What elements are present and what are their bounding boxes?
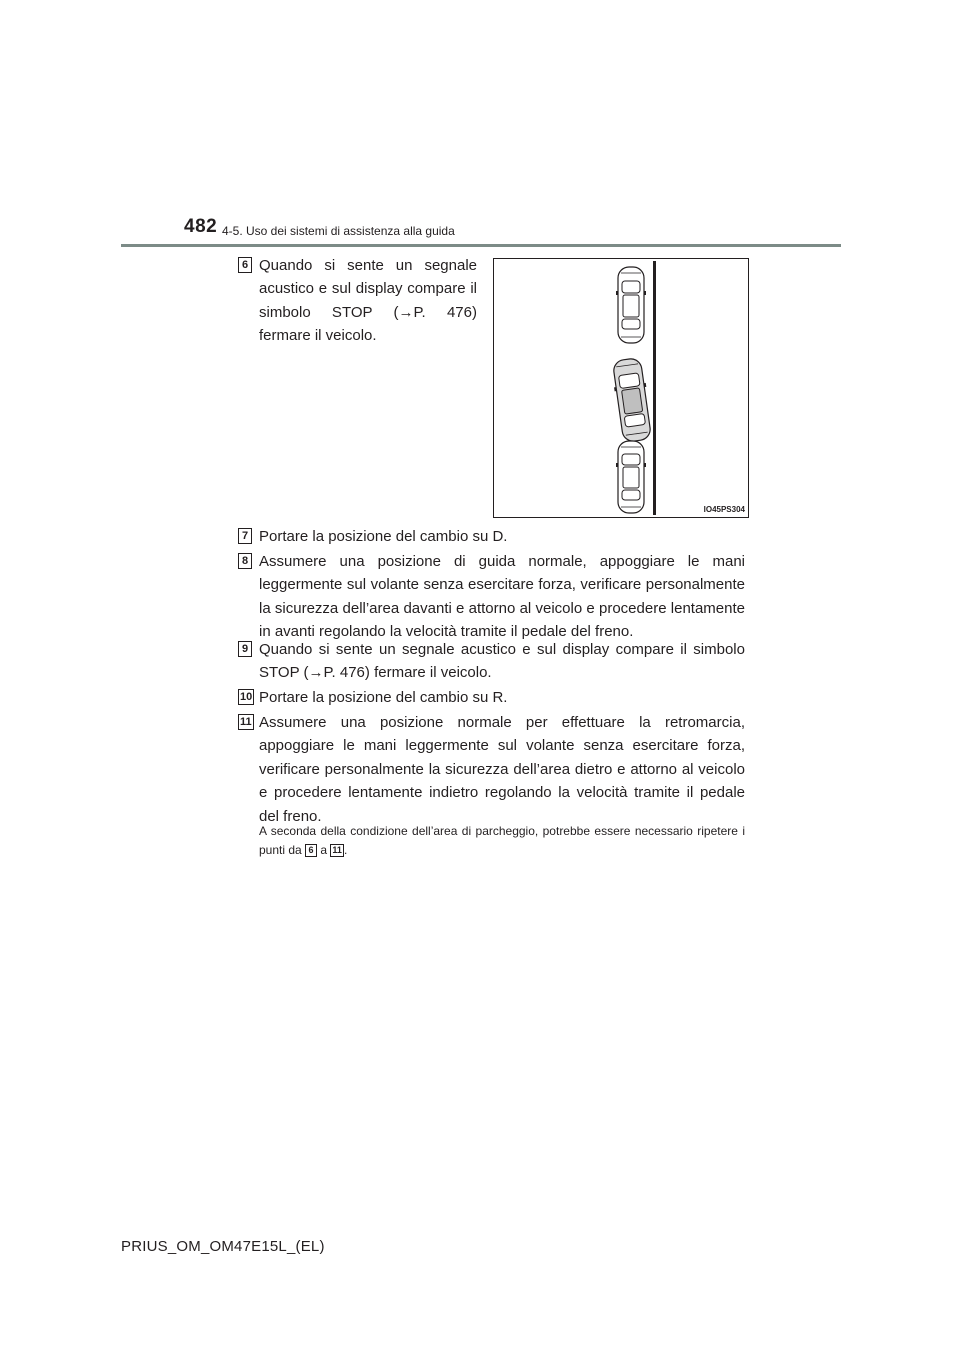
step-badge-8: 8 [238, 553, 252, 569]
note-text-after: . [343, 843, 348, 857]
step-9-text-post: P. 476) fermare il veicolo. [323, 664, 492, 682]
page-number: 482 [184, 216, 218, 237]
footer-doc-id: PRIUS_OM_OM47E15L_(EL) [121, 1238, 325, 1255]
step-badge-10: 10 [240, 691, 253, 703]
step-text-8: Assumere una posizione di guida normale, appoggiare le mani leggermente sul volante senza esercitare forza, verificare personalmente la sicurezza dell’area davanti e attorno al veicolo e procedere lentamente in avanti regolando la velocità tramite il pedale del freno. [259, 553, 745, 641]
step-text-9 [259, 638, 745, 685]
figure-code: IO45PS304 [703, 505, 745, 514]
step-badge-6: 6 [238, 257, 252, 273]
arrow-icon: → [398, 303, 414, 321]
note-text-before: A seconda della condizione dell’area di parcheggio, potrebbe essere necessario ripetere i punti da [259, 824, 745, 857]
step-badge-9: 9 [238, 641, 252, 657]
curb-line [653, 261, 656, 515]
section-title: 4-5. Uso dei sistemi di assistenza alla guida [222, 224, 455, 238]
note-text-middle: a [320, 843, 328, 857]
step-text-11: Assumere una posizione normale per effettuare la retromarcia, appoggiare le mani leggermente sul volante senza esercitare forza, verificare personalmente la sicurezza dell’area dietro e attorno al veicolo e procedere lentamente indietro regolando la velocità tramite il pedale del freno. [259, 714, 745, 825]
header-rule [121, 244, 841, 247]
step-badge-7: 7 [238, 528, 252, 544]
maneuvering-car [610, 357, 653, 443]
note [259, 822, 745, 860]
parked-car-front [616, 267, 646, 343]
step-text-6 [259, 254, 477, 348]
step-text-7: Portare la posizione del cambio su D. [259, 528, 508, 545]
arrow-icon: → [308, 664, 324, 682]
step-6-text-post: P. 476) fermare il veicolo. [259, 303, 477, 345]
parking-figure [493, 258, 749, 518]
step-9-text-pre: Quando si sente un segnale acustico e sul display compare il simbolo STOP ( [259, 641, 745, 682]
note-badge-to: 11 [332, 845, 342, 855]
parked-car-rear [616, 441, 646, 513]
step-badge-11: 11 [240, 716, 252, 728]
note-badge-from: 6 [305, 844, 317, 857]
parking-diagram [494, 259, 750, 519]
step-text-10: Portare la posizione del cambio su R. [259, 689, 508, 706]
step-6-text-pre: Quando si sente un segnale acustico e sul display compare il simbolo STOP ( [259, 257, 477, 321]
